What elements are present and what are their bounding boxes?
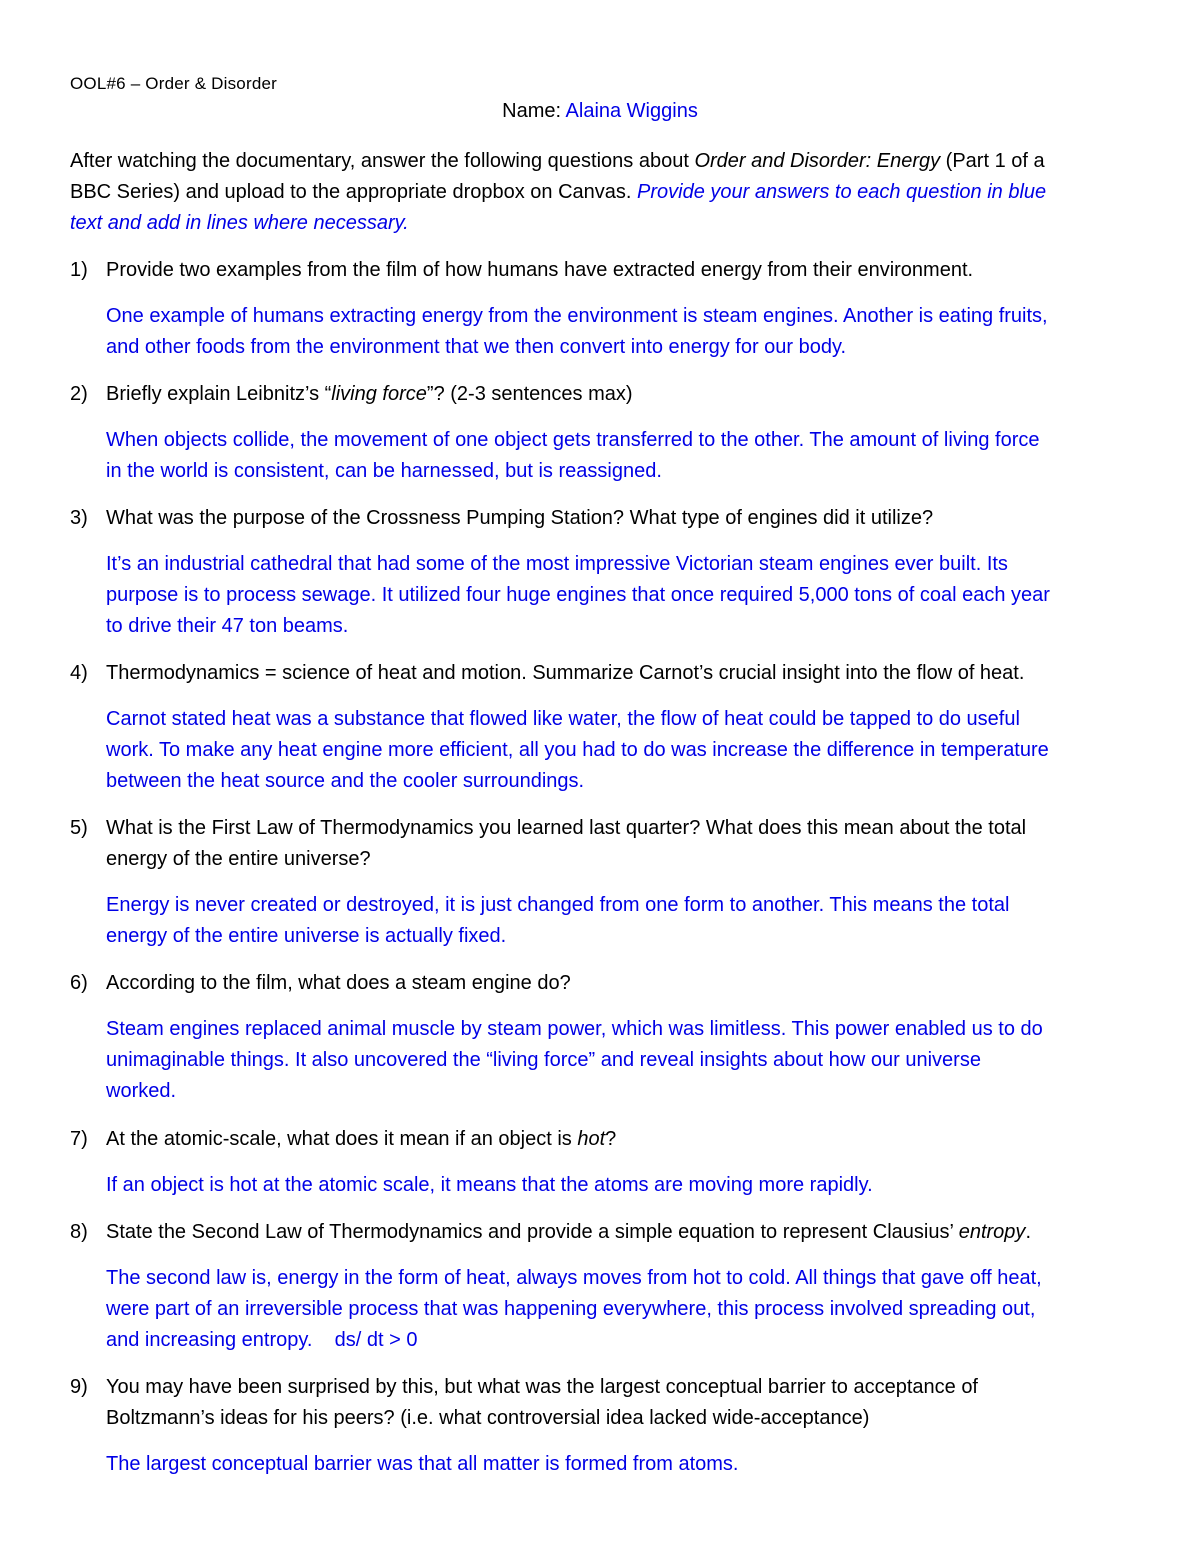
student-name-line [0,100,1200,123]
question-1 [70,255,1140,286]
student-name: Alaina Wiggins [565,100,698,122]
answer-9 [106,1449,1136,1480]
answer-line: and increasing entropy. ds/ dt > 0 [106,1329,418,1351]
answer-format-instruction: Provide your answers to each question in blue [637,181,1047,203]
question-4 [70,658,1140,689]
answer-format-instruction: text and add in lines where necessary. [70,212,409,234]
question-number: 9) [70,1376,88,1398]
question-text [106,255,1140,286]
instructions-line-2 [70,177,1140,208]
name-label: Name: [502,100,562,122]
question-text [106,968,1140,999]
answer-line: purpose is to process sewage. It utilized four huge engines that once required 5,000 tons of coal each year [106,584,1050,606]
answer-8 [106,1263,1136,1356]
question-fragment: State the Second Law of Thermodynamics and provide a simple equation to represent Clausius’ [106,1221,959,1243]
question-fragment: ? [605,1128,617,1150]
question-number: 8) [70,1221,88,1243]
question-9 [70,1372,1140,1434]
question-text [106,503,1140,534]
question-fragment: . [1025,1221,1031,1243]
question-number: 2) [70,383,88,405]
answer-line: The largest conceptual barrier was that all matter is formed from atoms. [106,1453,739,1475]
answer-line: It’s an industrial cathedral that had some of the most impressive Victorian steam engines ever built. Its [106,553,1008,575]
document-id: OOL#6 – Order & Disorder [70,74,277,93]
instructions-line-3 [70,208,1140,239]
question-line: Boltzmann’s ideas for his peers? (i.e. what controversial idea lacked wide-acceptance) [106,1407,870,1429]
answer-3 [106,549,1136,642]
answer-6 [106,1014,1136,1107]
documentary-title: Order and Disorder: Energy [694,150,941,172]
instructions-text: After watching the documentary, answer the following questions about [70,150,695,172]
answer-2 [106,425,1136,487]
question-line: energy of the entire universe? [106,848,371,870]
instructions-text: (Part 1 of a [940,150,1045,172]
question-text [106,1217,1140,1248]
answer-line: One example of humans extracting energy from the environment is steam engines. Another is eating fruits, [106,305,1048,327]
question-7 [70,1124,1140,1155]
answer-line: The second law is, energy in the form of heat, always moves from hot to cold. All things that gave off heat, [106,1267,1042,1289]
question-8 [70,1217,1140,1248]
question-line: According to the film, what does a steam engine do? [106,972,571,994]
question-line [106,379,1140,410]
answer-line: to drive their 47 ton beams. [106,615,349,637]
answer-line: worked. [106,1080,177,1102]
question-term: entropy [958,1221,1026,1243]
question-fragment: At the atomic-scale, what does it mean if an object is [106,1128,578,1150]
answer-line: energy of the entire universe is actually fixed. [106,925,507,947]
question-line: Provide two examples from the film of how humans have extracted energy from their environment. [106,259,974,281]
question-text [106,1372,1140,1434]
answer-line: Carnot stated heat was a substance that flowed like water, the flow of heat could be tapped to do useful [106,708,1020,730]
answer-line: were part of an irreversible process that was happening everywhere, this process involved spreading out, [106,1298,1036,1320]
answer-line: and other foods from the environment that we then convert into energy for our body. [106,336,847,358]
question-2 [70,379,1140,410]
instructions-text: BBC Series) and upload to the appropriate dropbox on Canvas. [70,181,638,203]
question-fragment: ”? (2-3 sentences max) [426,383,633,405]
instructions-line-1 [70,146,1140,177]
question-line: What is the First Law of Thermodynamics you learned last quarter? What does this mean about the total [106,817,1027,839]
answer-4 [106,704,1136,797]
question-number: 6) [70,972,88,994]
question-term: hot [577,1128,606,1150]
answer-5 [106,890,1136,952]
answer-line: If an object is hot at the atomic scale, it means that the atoms are moving more rapidly. [106,1174,873,1196]
question-line [106,1217,1140,1248]
question-5 [70,813,1140,875]
answer-line: between the heat source and the cooler surroundings. [106,770,585,792]
answer-line: Energy is never created or destroyed, it is just changed from one form to another. This means the total [106,894,1010,916]
instructions-paragraph [70,146,1140,239]
question-6 [70,968,1140,999]
question-text [106,813,1140,875]
question-text [106,658,1140,689]
answer-line: When objects collide, the movement of one object gets transferred to the other. The amount of living force [106,429,1040,451]
answer-line: in the world is consistent, can be harnessed, but is reassigned. [106,460,662,482]
question-line: You may have been surprised by this, but what was the largest conceptual barrier to acceptance of [106,1376,978,1398]
answer-line: unimaginable things. It also uncovered the “living force” and reveal insights about how our universe [106,1049,981,1071]
question-line: What was the purpose of the Crossness Pumping Station? What type of engines did it utilize? [106,507,934,529]
question-line: Thermodynamics = science of heat and motion. Summarize Carnot’s crucial insight into the flow of heat. [106,662,1025,684]
question-term: living force [331,383,427,405]
answer-line: Steam engines replaced animal muscle by steam power, which was limitless. This power enabled us to do [106,1018,1043,1040]
question-number: 5) [70,817,88,839]
answer-7 [106,1170,1136,1201]
question-number: 3) [70,507,88,529]
question-text [106,1124,1140,1155]
question-number: 1) [70,259,88,281]
question-number: 7) [70,1128,88,1150]
answer-1 [106,301,1136,363]
question-line [106,1124,1140,1155]
question-number: 4) [70,662,88,684]
answer-line: work. To make any heat engine more efficient, all you had to do was increase the difference in temperature [106,739,1049,761]
question-text [106,379,1140,410]
question-3 [70,503,1140,534]
question-fragment: Briefly explain Leibnitz’s “ [106,383,332,405]
